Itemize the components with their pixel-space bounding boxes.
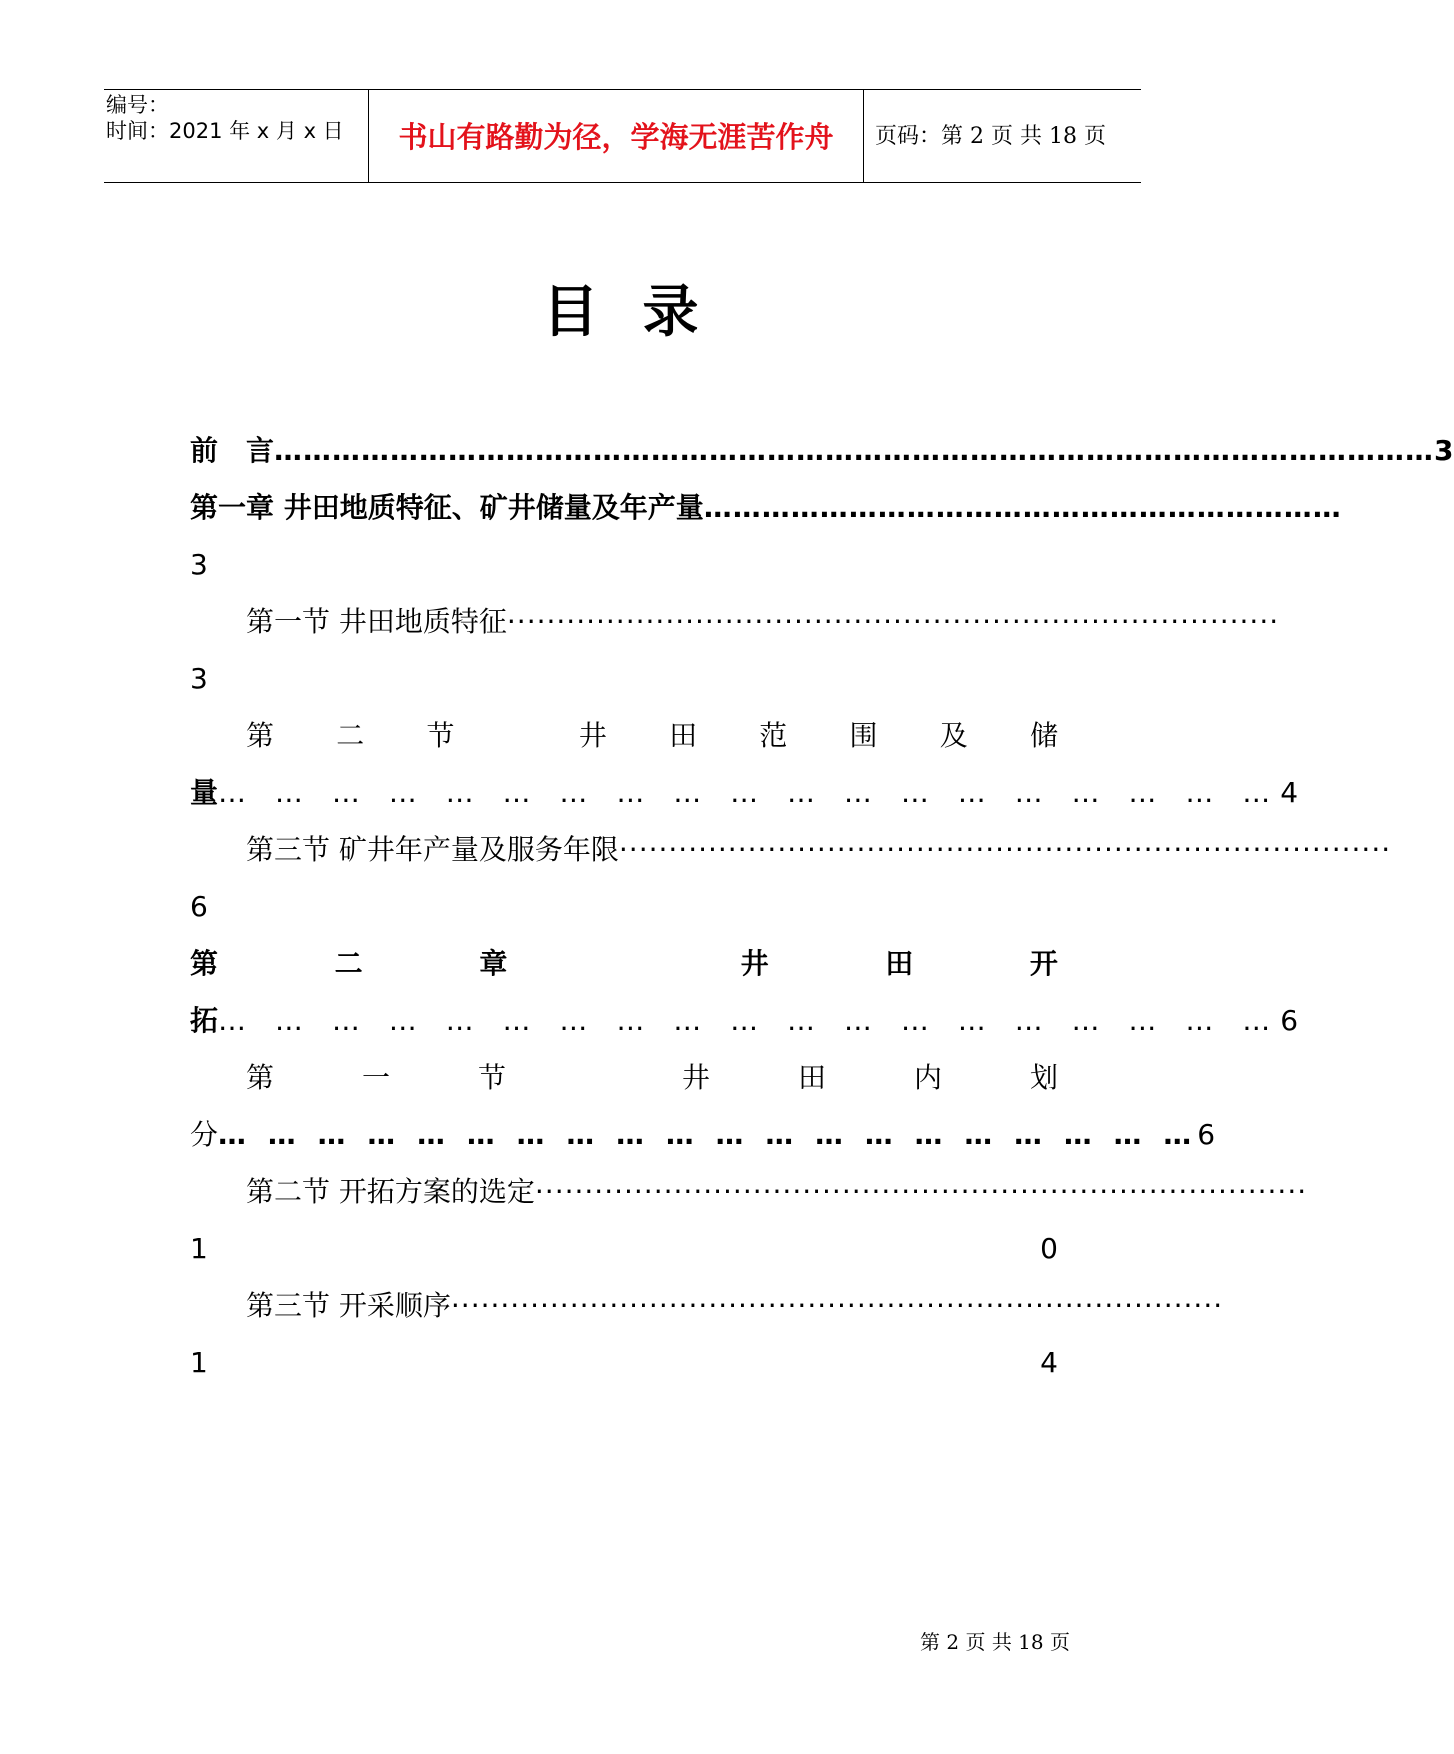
header-left-cell — [104, 90, 369, 182]
toc-entry-label: 量 — [190, 776, 219, 809]
toc-char: 二 — [336, 719, 365, 752]
toc-entry-ch2-section-3[interactable] — [190, 1280, 1224, 1332]
toc-entry-label: 第一节 井田地质特征 — [246, 605, 507, 638]
toc-char: 第 — [190, 947, 219, 980]
toc-leader-dots: … … … … … … … … … … … … … … … … … … … … — [218, 1118, 1198, 1151]
toc-char: 章 — [479, 947, 508, 980]
toc-entry-page: 6 — [1197, 1118, 1216, 1151]
toc-char: 及 — [939, 719, 968, 752]
toc-char: 田 — [797, 1061, 826, 1094]
toc-char: 内 — [913, 1061, 942, 1094]
page-footer: 第 2 页 共 18 页 — [920, 1630, 1070, 1654]
toc-leader-dots: … … … … … … … … … … … … … … … … … … … — [218, 776, 1281, 809]
toc-entry-label: 第一章 井田地质特征、矿井储量及年产量 — [190, 491, 704, 524]
header-number-label: 编号： — [106, 93, 169, 117]
toc-char: 开 — [1029, 947, 1058, 980]
toc-entry-label: 第二节 开拓方案的选定 — [246, 1175, 535, 1208]
toc-leader-dots: ………………………………………………………… — [703, 491, 1342, 524]
toc-entry-ch1-section-3[interactable] — [190, 824, 1392, 876]
toc-char: 第 — [246, 1061, 275, 1094]
header-page-code: 页码：第 2 页 共 18 页 — [875, 124, 1106, 149]
toc-char: 范 — [759, 719, 788, 752]
toc-char: 田 — [669, 719, 698, 752]
toc-entry-preface[interactable] — [190, 425, 1454, 477]
toc-entry-page-part: 4 — [1040, 1346, 1058, 1379]
page-title: 目录 — [542, 280, 743, 345]
toc-entry-page-line — [190, 539, 1058, 591]
header-time-label: 时间：2021 年 x 月 x 日 — [106, 119, 344, 143]
toc-entry-label: 分 — [190, 1118, 219, 1151]
toc-entry-chapter-1[interactable] — [190, 482, 1342, 534]
toc-entry-chapter-2[interactable] — [190, 938, 1058, 990]
toc-leader-dots: ·············································································· — [618, 833, 1392, 866]
toc-entry-label: 前 言 — [190, 434, 275, 467]
toc-entry-ch1-section-1[interactable] — [190, 596, 1280, 648]
toc-leader-dots: ·············································································· — [534, 1175, 1308, 1208]
toc-char: 田 — [885, 947, 914, 980]
toc-entry-page-part: 1 — [190, 1232, 208, 1265]
toc-char: 一 — [362, 1061, 391, 1094]
toc-entry-page: 6 — [1280, 1004, 1299, 1037]
page-header — [104, 89, 1141, 183]
toc-entry-ch1-section-2[interactable] — [190, 710, 1058, 762]
header-right-cell — [865, 90, 1141, 182]
toc-entry-ch2-section-1[interactable] — [190, 1052, 1058, 1104]
toc-entry-page-line — [190, 881, 1058, 933]
toc-entry-label: 第三节 开采顺序 — [246, 1289, 451, 1322]
toc-entry-page-part: 0 — [1040, 1232, 1058, 1265]
toc-leader-dots: ·············································································· — [506, 605, 1280, 638]
toc-char: 节 — [426, 719, 455, 752]
toc-char: 井 — [578, 719, 607, 752]
toc-entry-label: 拓 — [190, 1004, 219, 1037]
toc-entry-label: 第三节 矿井年产量及服务年限 — [246, 833, 619, 866]
toc-entry-page-part: 1 — [190, 1346, 208, 1379]
toc-leader-dots: … … … … … … … … … … … … … … … … … … … — [218, 1004, 1281, 1037]
toc-entry-chapter-2-cont — [190, 995, 1299, 1047]
toc-leader-dots: ………………………………………………………………………………………………………… — [274, 434, 1435, 467]
toc-leader-dots: ·············································································· — [450, 1289, 1224, 1322]
toc-entry-page: 3 — [190, 548, 208, 581]
toc-entry-page-line — [190, 1223, 1058, 1275]
toc-char: 二 — [334, 947, 363, 980]
toc-char: 围 — [849, 719, 878, 752]
toc-entry-page: 6 — [190, 890, 208, 923]
toc-entry-ch1-section-2-cont — [190, 767, 1299, 819]
toc-entry-page: 3 — [190, 662, 208, 695]
toc-entry-ch2-section-2[interactable] — [190, 1166, 1308, 1218]
toc-entry-page-line — [190, 1337, 1058, 1389]
header-center-cell — [369, 90, 864, 182]
toc-char: 井 — [740, 947, 769, 980]
toc-entry-page: 4 — [1280, 776, 1299, 809]
header-motto: 书山有路勤为径，学海无涯苦作舟 — [398, 120, 834, 154]
toc-char: 节 — [478, 1061, 507, 1094]
toc-char: 井 — [681, 1061, 710, 1094]
toc-char: 储 — [1029, 719, 1058, 752]
toc-entry-page: 3 — [1434, 434, 1454, 467]
toc-entry-page-line — [190, 653, 1058, 705]
toc-char: 划 — [1029, 1061, 1058, 1094]
toc-entry-ch2-section-1-cont — [190, 1109, 1216, 1161]
toc-char: 第 — [246, 719, 275, 752]
